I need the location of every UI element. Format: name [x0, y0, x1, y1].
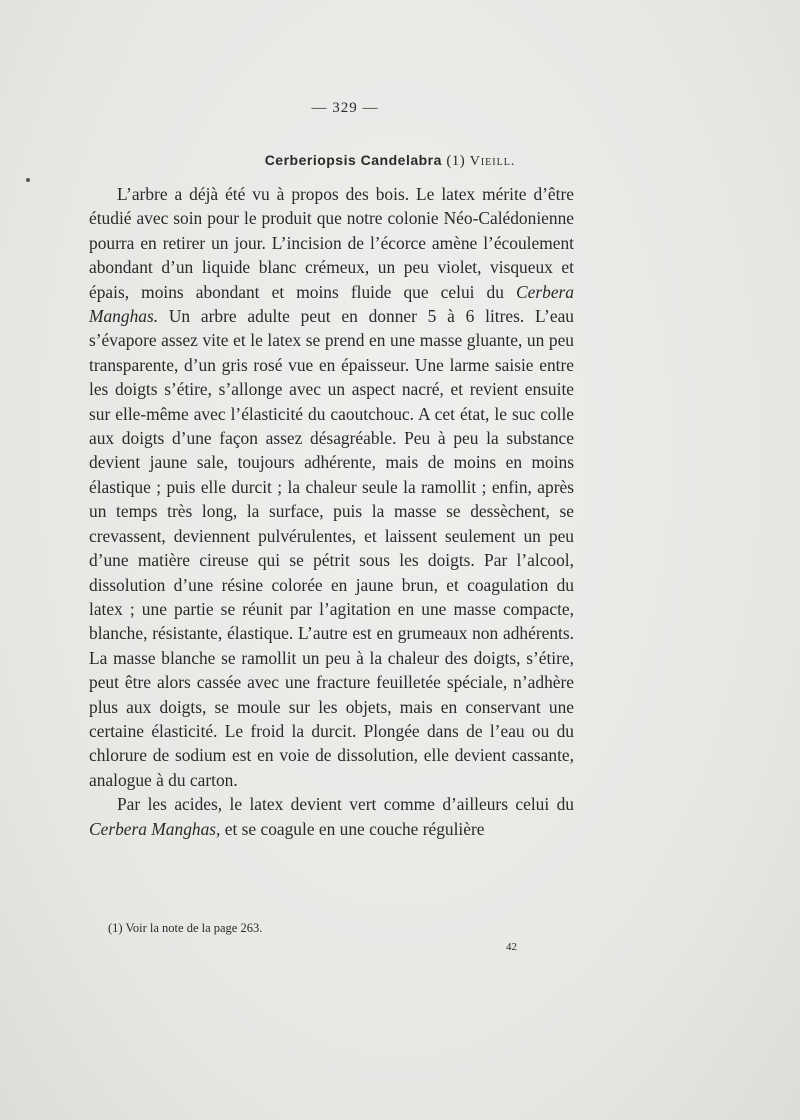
paragraph-1: [89, 182, 574, 792]
paragraph-2-text-a: Par les acides, le latex devient vert comme d’ailleurs celui du: [117, 794, 574, 815]
footnote-reference: (1): [446, 153, 466, 169]
heading-author: Vieill.: [469, 154, 516, 169]
paragraph-2: [89, 792, 574, 841]
paragraph-2-italic: Cerbera Manghas,: [89, 818, 221, 839]
margin-speck: [26, 178, 30, 182]
heading-title: Cerberiopsis Candelabra: [264, 152, 442, 168]
section-heading: [90, 152, 690, 170]
page-number: — 329 —: [311, 100, 379, 116]
paragraph-1-text-a: L’arbre a déjà été vu à propos des bois. Le latex mérite d’être étudié avec soin pour le produit que notre colonie Néo-Calédonienne pourra en retirer un jour. L’incision de l’écorce amène l’écoulement abondant d’un liquide blanc crémeux, un peu violet, visqueux et épais, moins abondant et moins fluide que celui du: [89, 184, 574, 302]
paragraph-2-text-b: et se coagule en une couche régulière: [220, 818, 485, 839]
paragraph-1-text-b: Un arbre adulte peut en donner 5 à 6 litres. L’eau s’évapore assez vite et le latex se prend en une masse gluante, un peu transparente, d’un gris rosé vue en épaisseur. Une larme saisie entre les doigts s’étire, s’allonge avec un aspect nacré, et revient ensuite sur elle-même avec l’élasticité du caoutchouc. A cet état, le suc colle aux doigts d’une façon assez désagréable. Peu à peu la substance devient jaune sale, toujours adhérente, mais de moins en moins élastique ; puis elle durcit ; la chaleur seule la ramollit ; enfin, après un temps très long, la surface, puis la masse se dessèchent, se crevassent, deviennent pulvérulentes, et laissent seulement un peu d’une matière cireuse qui se pétrit sous les doigts. Par l’alcool, dissolution d’une résine colorée en jaune brun, et coagulation du latex ; une partie se réunit par l’agitation en une masse compacte, blanche, résistante, élastique. L’autre est en grumeaux non adhérents. La masse blanche se ramollit un peu à la chaleur des doigts, s’étire, peut être alors cassée avec une fracture feuilletée spéciale, n’adhère plus aux doigts, se moule sur les objets, mais en conservant une certaine élasticité. Le froid la durcit. Plongée dans de l’eau ou du chlorure de sodium est en voie de dissolution, elle devient cassante, analogue à du carton.: [89, 306, 574, 790]
body-text: [89, 182, 574, 841]
paragraph-1-italic: Cerbera Manghas.: [89, 281, 574, 327]
signature-mark: 42: [506, 941, 517, 953]
footnote: (1) Voir la note de la page 263.: [108, 921, 263, 935]
